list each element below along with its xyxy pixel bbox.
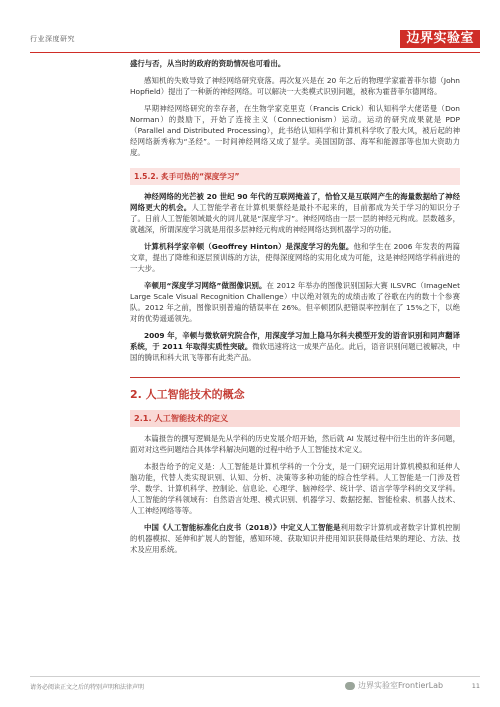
paragraph: 本报告给予的定义是：人工智能是计算机学科的一个分支，是一门研究运用计算机模拟和延伸人脑功能，代替人类实现识别、认知、分析、决策等多种功能的综合性学科。人工智能是一门涉及哲学、数学、计算机科学、控制论、信息论、心理学、脑神经学、统计学、语言学等学科的交叉学科。人工智能的学科领域有：自然语言处理、模式识别、机器学习、数据挖掘、智能检索、机器人技术、人工神经网络等等。 [130,462,460,515]
document-body [130,58,460,561]
paragraph-text: 利用数字计算机或者数字计算机控制的机器模拟、延伸和扩展人的智能，感知环境、获取知识并使用知识获得最佳结果的理论、方法、技术及应用系统。 [130,523,460,554]
watermark-text: 边界实验室FrontierLab [358,681,444,690]
paragraph [130,330,460,363]
watermark [345,680,443,691]
paragraph: 盛行与否，从当时的政府的资助情况也可看出。 [130,59,286,68]
chapter-heading-2: 2. 人工智能技术的概念 [130,377,460,402]
paragraph-text: 他和学生在 2006 年发表的两篇文章，提出了降维和逐层预训练的方法，使得深度网络的实用化成为可能，这是神经网络学科前进的一大步。 [130,242,461,273]
wechat-icon [345,682,355,690]
paragraph-lead: 中国《人工智能标准化白皮书（2018）》中定义人工智能是 [144,523,341,532]
page-footer [30,680,480,696]
page-number: 11 [471,682,480,690]
paragraph [130,241,460,274]
paragraph-text: 人工智能学者在计算机果蔡经是最扑不起来的，目前都成为关于学习的知识分子了。日前人工智能领域最火的词儿就是“深度学习”。神经网络由一层一层的神经元构成。层数越多，就越深，所谓深度学习就是用很多层神经元构成的神经网络达到机器学习的功能。 [130,203,460,234]
footer-disclaimer: 请务必阅读正文之后的特别声明和法律声明 [30,684,145,691]
footer-divider [30,676,480,677]
paragraph [130,280,460,324]
header-divider [30,52,480,53]
page-header [30,30,480,50]
paragraph [130,191,460,235]
paragraph-lead: 辛顿用“深度学习网络”做图像识别。 [144,281,267,290]
paragraph-lead: 2009 年，辛顿与微软研究院合作，用深度学习加上隐马尔科夫模型开发的语音识别和同声翻译系统，于 2011 年取得实质性突破。 [130,331,460,351]
paragraph-text: 微软迅速将这一成果产品化。此后，语音识别问题已被解决，中国的腾讯和科大讯飞等都有此类产品。 [130,342,460,362]
brand-logo: 边界实验室 [400,30,480,48]
section-heading-2-1: 2.1. 人工智能技术的定义 [130,410,460,427]
paragraph-text: 在 2012 年举办的图像识别国际大赛 ILSVRC（ImageNet Large Scale Visual Recognition Challenge）中以绝对领先的成绩击败了谷歌在内的数十个参赛队。2012 年之前，图像识别普遍的错误率在 26%。但辛顿团队把错误率控制在了 15%之下，以绝对的优势遥遥领先。 [130,281,461,323]
paragraph: 本篇报告的撰写逻辑是先从学科的历史发展介绍开始，然后就 AI 发展过程中衍生出的许多问题，面对对这些问题结合具体学科解决问题的过程中给予人工智能技术定义。 [130,434,460,454]
paragraph: 早期神经网络研究的幸存者，在生物学家克里克（Francis Crick）和认知科学大佬诺曼（Don Norman）的鼓励下，开始了连接主义（Connectionism）运动。运动的研究成果就是 PDP（Parallel and Distributed Processing），此书给认知科学和计算机科学吹了股大风，被后起的神经网络新秀称为“圣经”。一时间神经网络又成了显学。美国国防部、海军和能源部等也加大资助力度。 [130,104,460,157]
header-title: 行业深度研究 [30,35,75,43]
paragraph [130,522,460,555]
paragraph: 感知机的失败导致了神经网络研究衰落。再次复兴是在 20 年之后的物理学家霍普菲尔德（John Hopfield）提出了一种新的神经网络。可以解决一大类模式识别问题，被称为霍普菲尔德网络。 [130,76,460,96]
section-heading-1-5-2: 1.5.2. 炙手可热的“深度学习” [130,168,460,185]
paragraph-lead: 神经网络的光芒被 20 世纪 90 年代的互联网掩盖了，恰恰又是互联网产生的海量数据给了神经网络更大的机会。 [130,192,460,212]
paragraph-lead: 计算机科学家辛顿（Geoffrey Hinton）是深度学习的先躯。 [144,242,354,251]
